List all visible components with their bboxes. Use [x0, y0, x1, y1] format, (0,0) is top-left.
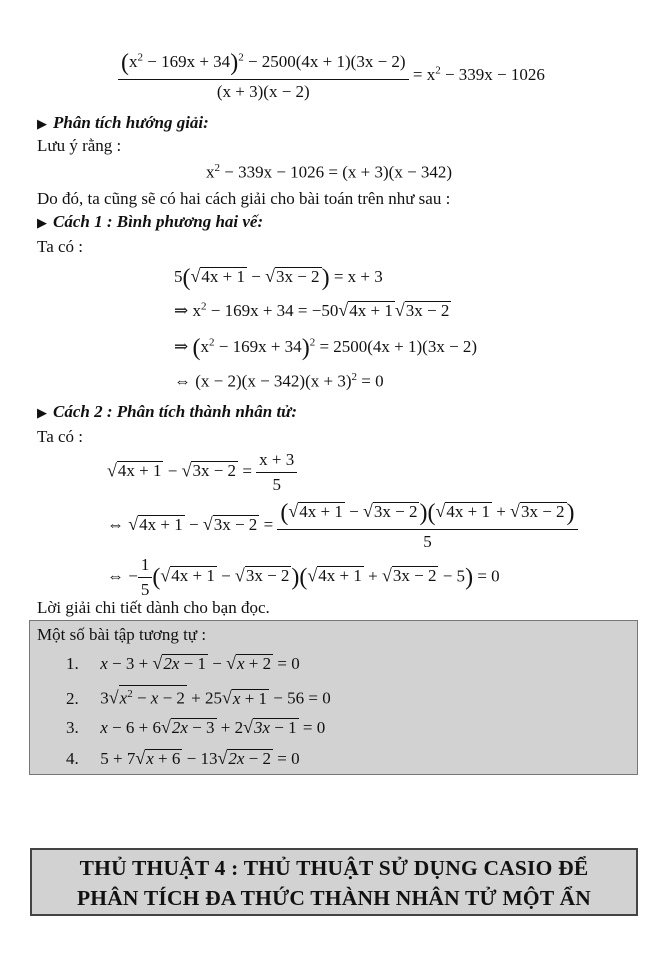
note-label: Lưu ý rằng : [37, 136, 122, 155]
section-title-line2: PHÂN TÍCH ĐA THỨC THÀNH NHÂN TỬ MỘT ẨN [76, 886, 592, 910]
method1-heading-text: Cách 1 : Bình phương hai vế: [53, 212, 264, 231]
exercise-2: 2. $3√x^2 - x - 2 + 25√x + 1 - 56 = 0$ [66, 685, 331, 709]
section-title-line1: THỦ THUẬT 4 : THỦ THUẬT SỬ DỤNG CASIO ĐỂ [79, 856, 589, 880]
top-equation: $\frac{(x^2 - 169x + 34)^2 - 2500(4x + 1)(3x - 2)}{(x + 3)(x - 2)}$ = $x^2 - 339x - 1026$ [118, 50, 545, 102]
exercise-3: 3. x − 6 + 6√2x − 3 + 2√3x − 1 = 0 [66, 717, 326, 737]
bullet-triangle-icon: ▶ [37, 116, 47, 131]
exercise-number: 1. [66, 654, 79, 673]
m2-step1: √4x + 1 − √3x − 2 = $\frac{x + 3}{5}$ [107, 450, 297, 495]
exercise-number: 2. [66, 688, 79, 708]
m1-step2: ⇒ $x^2 - 169x + 34 = -50√4x + 1$ √3x − 2 [174, 300, 450, 320]
m2-step3: ⇔ − $\frac{1}{5}$ (√4x + 1 − √3x − 2)(√4x + 1 + √3x − 2 − 5) = 0 [107, 555, 500, 599]
method2-heading-text: Cách 2 : Phân tích thành nhân tử: [53, 402, 298, 421]
analysis-heading-text: Phân tích hướng giải: [53, 113, 209, 132]
method2-heading [37, 402, 297, 423]
factor-identity: $x^2 - 339x - 1026 = (x + 3)(x - 342)$ [206, 162, 453, 182]
analysis-heading [37, 113, 209, 134]
exercise-number: 3. [66, 718, 79, 737]
m1-step3: ⇒ $(x^2 - 169x + 34)^2 = 2500(4x + 1)(3x - 2)$ [174, 335, 478, 361]
exercise-1: 1. x − 3 + √2x − 1 − √x + 2 = 0 [66, 653, 300, 673]
m2-step2: ⇔ √4x + 1 − √3x − 2 = $\frac{(√4x + 1 - √3x - 2)(√4x + 1 + √3x - 2)}{5}$ [107, 500, 578, 552]
closing-text: Lời giải chi tiết dành cho bạn đọc. [37, 598, 270, 617]
exercises-heading: Một số bài tập tương tự : [37, 625, 207, 644]
bullet-triangle-icon: ▶ [37, 405, 47, 420]
exercise-number: 4. [66, 749, 79, 768]
therefore-text: Do đó, ta cũng sẽ có hai cách giải cho bài toán trên như sau : [37, 189, 451, 208]
method1-heading [37, 212, 263, 233]
exercises-box [29, 620, 638, 775]
we-have-2: Ta có : [37, 427, 84, 446]
m1-step4: ⇔ $(x - 2)(x - 342)(x + 3)^2 = 0$ [174, 371, 384, 391]
m1-step1: 5(√4x + 1 − √3x − 2) = x + 3 [174, 265, 383, 291]
bullet-triangle-icon: ▶ [37, 215, 47, 230]
section-title-box [30, 848, 638, 916]
exercise-4: 4. 5 + 7√x + 6 − 13√2x − 2 = 0 [66, 748, 300, 768]
we-have-1: Ta có : [37, 237, 84, 256]
